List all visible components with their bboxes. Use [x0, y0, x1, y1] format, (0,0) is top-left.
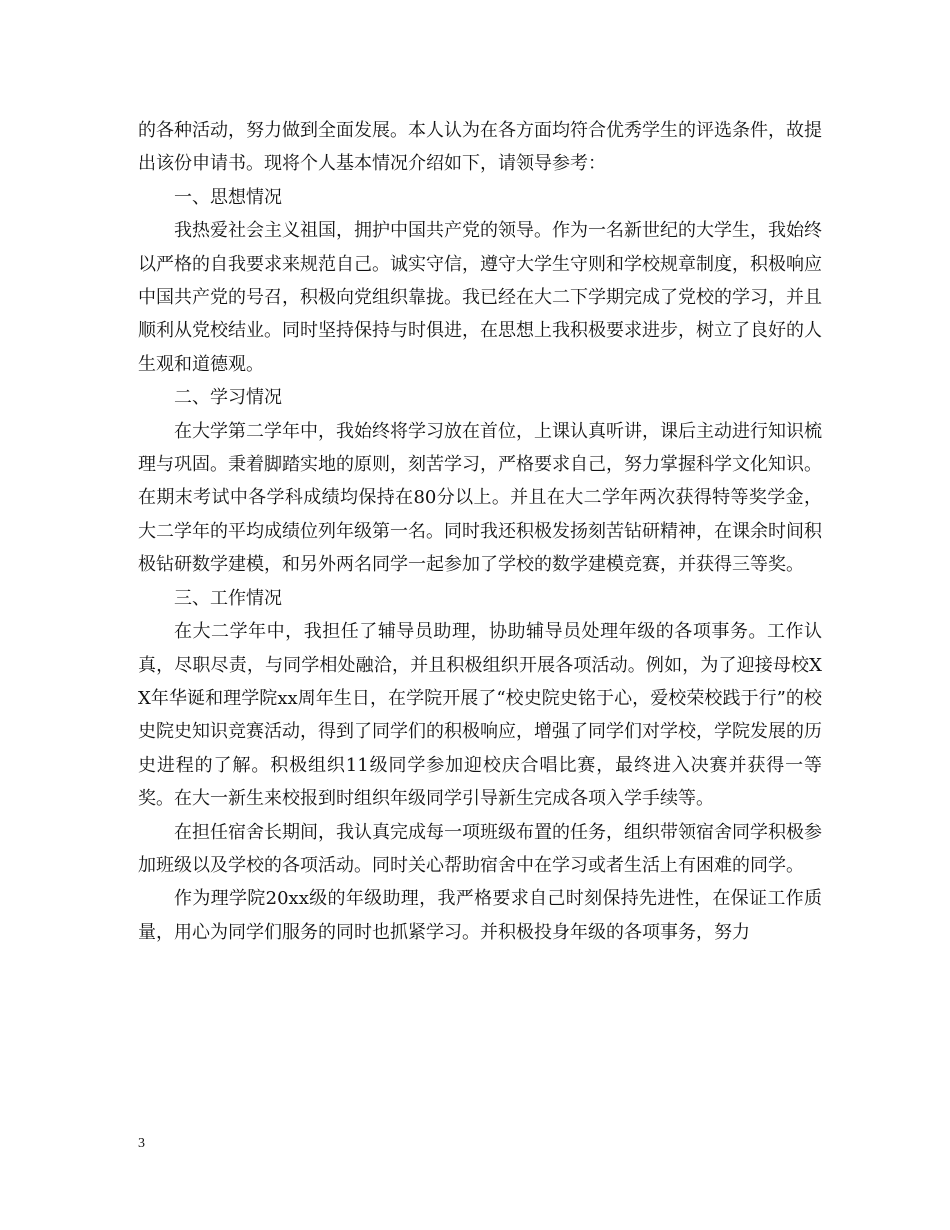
section-heading-work: 三、工作情况 — [174, 587, 282, 609]
section-heading-study: 二、学习情况 — [174, 387, 282, 409]
document-body — [138, 114, 822, 949]
paragraph-study: 在大学第二学年中，我始终将学习放在首位，上课认真听讲，课后主动进行知识梳理与巩固。秉着脚踏实地的原则，刻苦学习，严格要求自己，努力掌握科学文化知识。在期末考试中各学科成绩均保持在80分以上。并且在大二学年两次获得特等奖学金，大二学年的平均成绩位列年级第一名。同时我还积极发扬刻苦钻研精神，在课余时间积极钻研数学建模，和另外两名同学一起参加了学校的数学建模竞赛，并获得三等奖。 — [138, 420, 822, 576]
paragraph-ideology: 我热爱社会主义祖国，拥护中国共产党的领导。作为一名新世纪的大学生，我始终以严格的自我要求来规范自己。诚实守信，遵守大学生守则和学校规章制度，积极响应中国共产党的号召，积极向党组织靠拢。我已经在大二下学期完成了党校的学习，并且顺利从党校结业。同时坚持保持与时俱进，在思想上我积极要求进步，树立了良好的人生观和道德观。 — [138, 220, 822, 375]
paragraph-work: 在大二学年中，我担任了辅导员助理，协助辅导员处理年级的各项事务。工作认真，尽职尽责，与同学相处融洽，并且积极组织开展各项活动。例如，为了迎接母校XX年华诞和理学院xx周年生日，在学院开展了“校史院史铭于心，爱校荣校践于行”的校史院史知识竞赛活动，得到了同学们的积极响应，增强了同学们对学校，学院发展的历史进程的了解。积极组织11级同学参加迎校庆合唱比赛，最终进入决赛并获得一等奖。在大一新生来校报到时组织年级同学引导新生完成各项入学手续等。 — [138, 621, 822, 810]
section-heading-ideology: 一、思想情况 — [174, 186, 282, 208]
paragraph-dorm-leader: 在担任宿舍长期间，我认真完成每一项班级布置的任务，组织带领宿舍同学积极参加班级以及学校的各项活动。同时关心帮助宿舍中在学习或者生活上有困难的同学。 — [138, 821, 822, 876]
paragraph-intro-continuation: 的各种活动，努力做到全面发展。本人认为在各方面均符合优秀学生的评选条件，故提出该份申请书。现将个人基本情况介绍如下，请领导参考： — [138, 120, 822, 175]
page-number: 3 — [138, 1136, 145, 1151]
paragraph-grade-assistant: 作为理学院20xx级的年级助理，我严格要求自己时刻保持先进性，在保证工作质量，用心为同学们服务的同时也抓紧学习。并积极投身年级的各项事务，努力 — [138, 888, 822, 943]
